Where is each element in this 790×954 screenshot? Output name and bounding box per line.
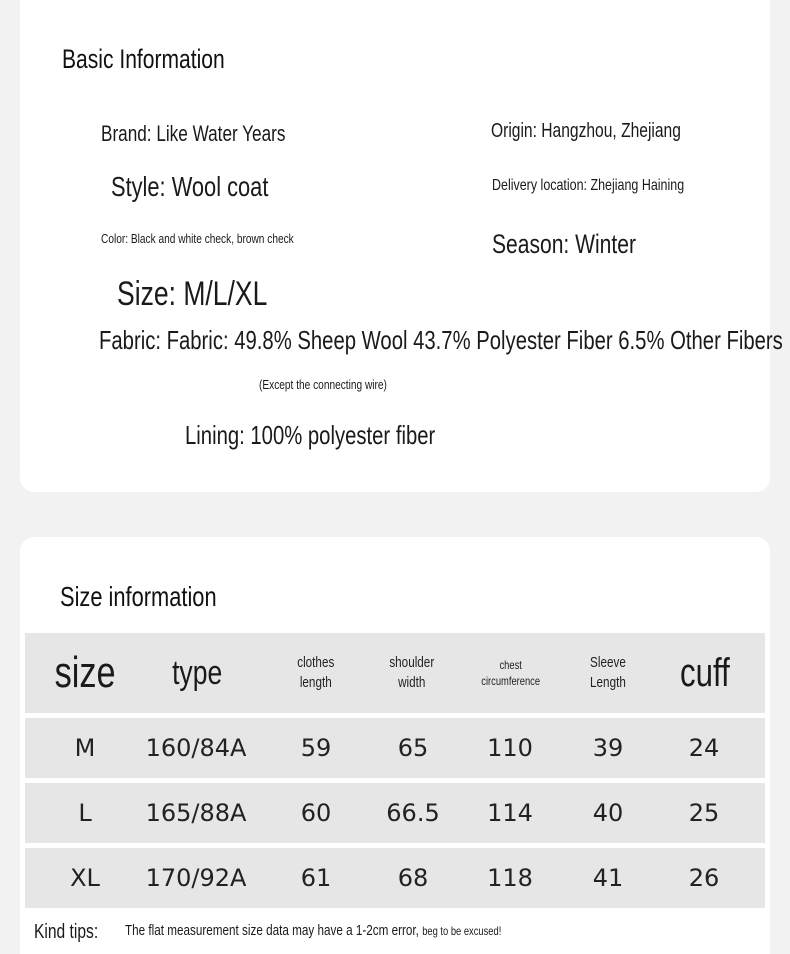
season-text: Season: Winter <box>492 229 636 259</box>
cell-type: 160/84A <box>145 734 247 762</box>
header-type: type <box>171 653 223 692</box>
tips-label: Kind tips: <box>34 921 99 943</box>
cell-length: 60 <box>300 799 332 827</box>
cell-cuff: 24 <box>688 734 720 762</box>
header-shoulder-width: shoulder width <box>389 654 435 691</box>
cell-chest: 110 <box>487 734 533 762</box>
header-clothes-length: clothes length <box>297 654 335 691</box>
delivery-text: Delivery location: Zhejiang Haining <box>492 177 685 194</box>
cell-type: 170/92A <box>145 864 247 892</box>
basic-info-title: Basic Information <box>62 44 225 74</box>
cell-size: XL <box>70 864 100 892</box>
cell-size: L <box>78 799 92 827</box>
cell-length: 59 <box>300 734 332 762</box>
size-info-title: Size information <box>60 581 217 612</box>
size-table-header <box>25 633 765 713</box>
table-row <box>25 718 765 778</box>
fabric-note: (Except the connecting wire) <box>259 377 387 392</box>
header-chest: chest circumference <box>481 658 541 688</box>
header-cuff: cuff <box>680 650 730 695</box>
cell-cuff: 25 <box>688 799 720 827</box>
cell-shoulder: 68 <box>397 864 429 892</box>
cell-shoulder: 65 <box>397 734 429 762</box>
tips-small: beg to be excused! <box>422 924 502 938</box>
color-text: Color: Black and white check, brown check <box>101 231 294 246</box>
header-sleeve-length: Sleeve Length <box>590 654 626 691</box>
cell-type: 165/88A <box>145 799 247 827</box>
cell-chest: 114 <box>487 799 533 827</box>
cell-chest: 118 <box>487 864 533 892</box>
brand-text: Brand: Like Water Years <box>101 121 286 146</box>
cell-length: 61 <box>300 864 332 892</box>
cell-cuff: 26 <box>688 864 720 892</box>
cell-sleeve: 39 <box>592 734 624 762</box>
cell-shoulder: 66.5 <box>386 799 440 827</box>
origin-text: Origin: Hangzhou, Zhejiang <box>491 120 681 142</box>
size-text: Size: M/L/XL <box>117 275 268 313</box>
header-size: size <box>54 648 116 697</box>
table-row <box>25 783 765 843</box>
style-text: Style: Wool coat <box>111 171 269 202</box>
cell-sleeve: 41 <box>592 864 624 892</box>
table-row <box>25 848 765 908</box>
cell-sleeve: 40 <box>592 799 624 827</box>
lining-text: Lining: 100% polyester fiber <box>185 420 436 450</box>
tips-text: The flat measurement size data may have a 1-2cm error, beg to be excused! <box>125 922 502 939</box>
cell-size: M <box>74 734 96 762</box>
fabric-text: Fabric: Fabric: 49.8% Sheep Wool 43.7% Polyester Fiber 6.5% Other Fibers <box>99 325 783 355</box>
